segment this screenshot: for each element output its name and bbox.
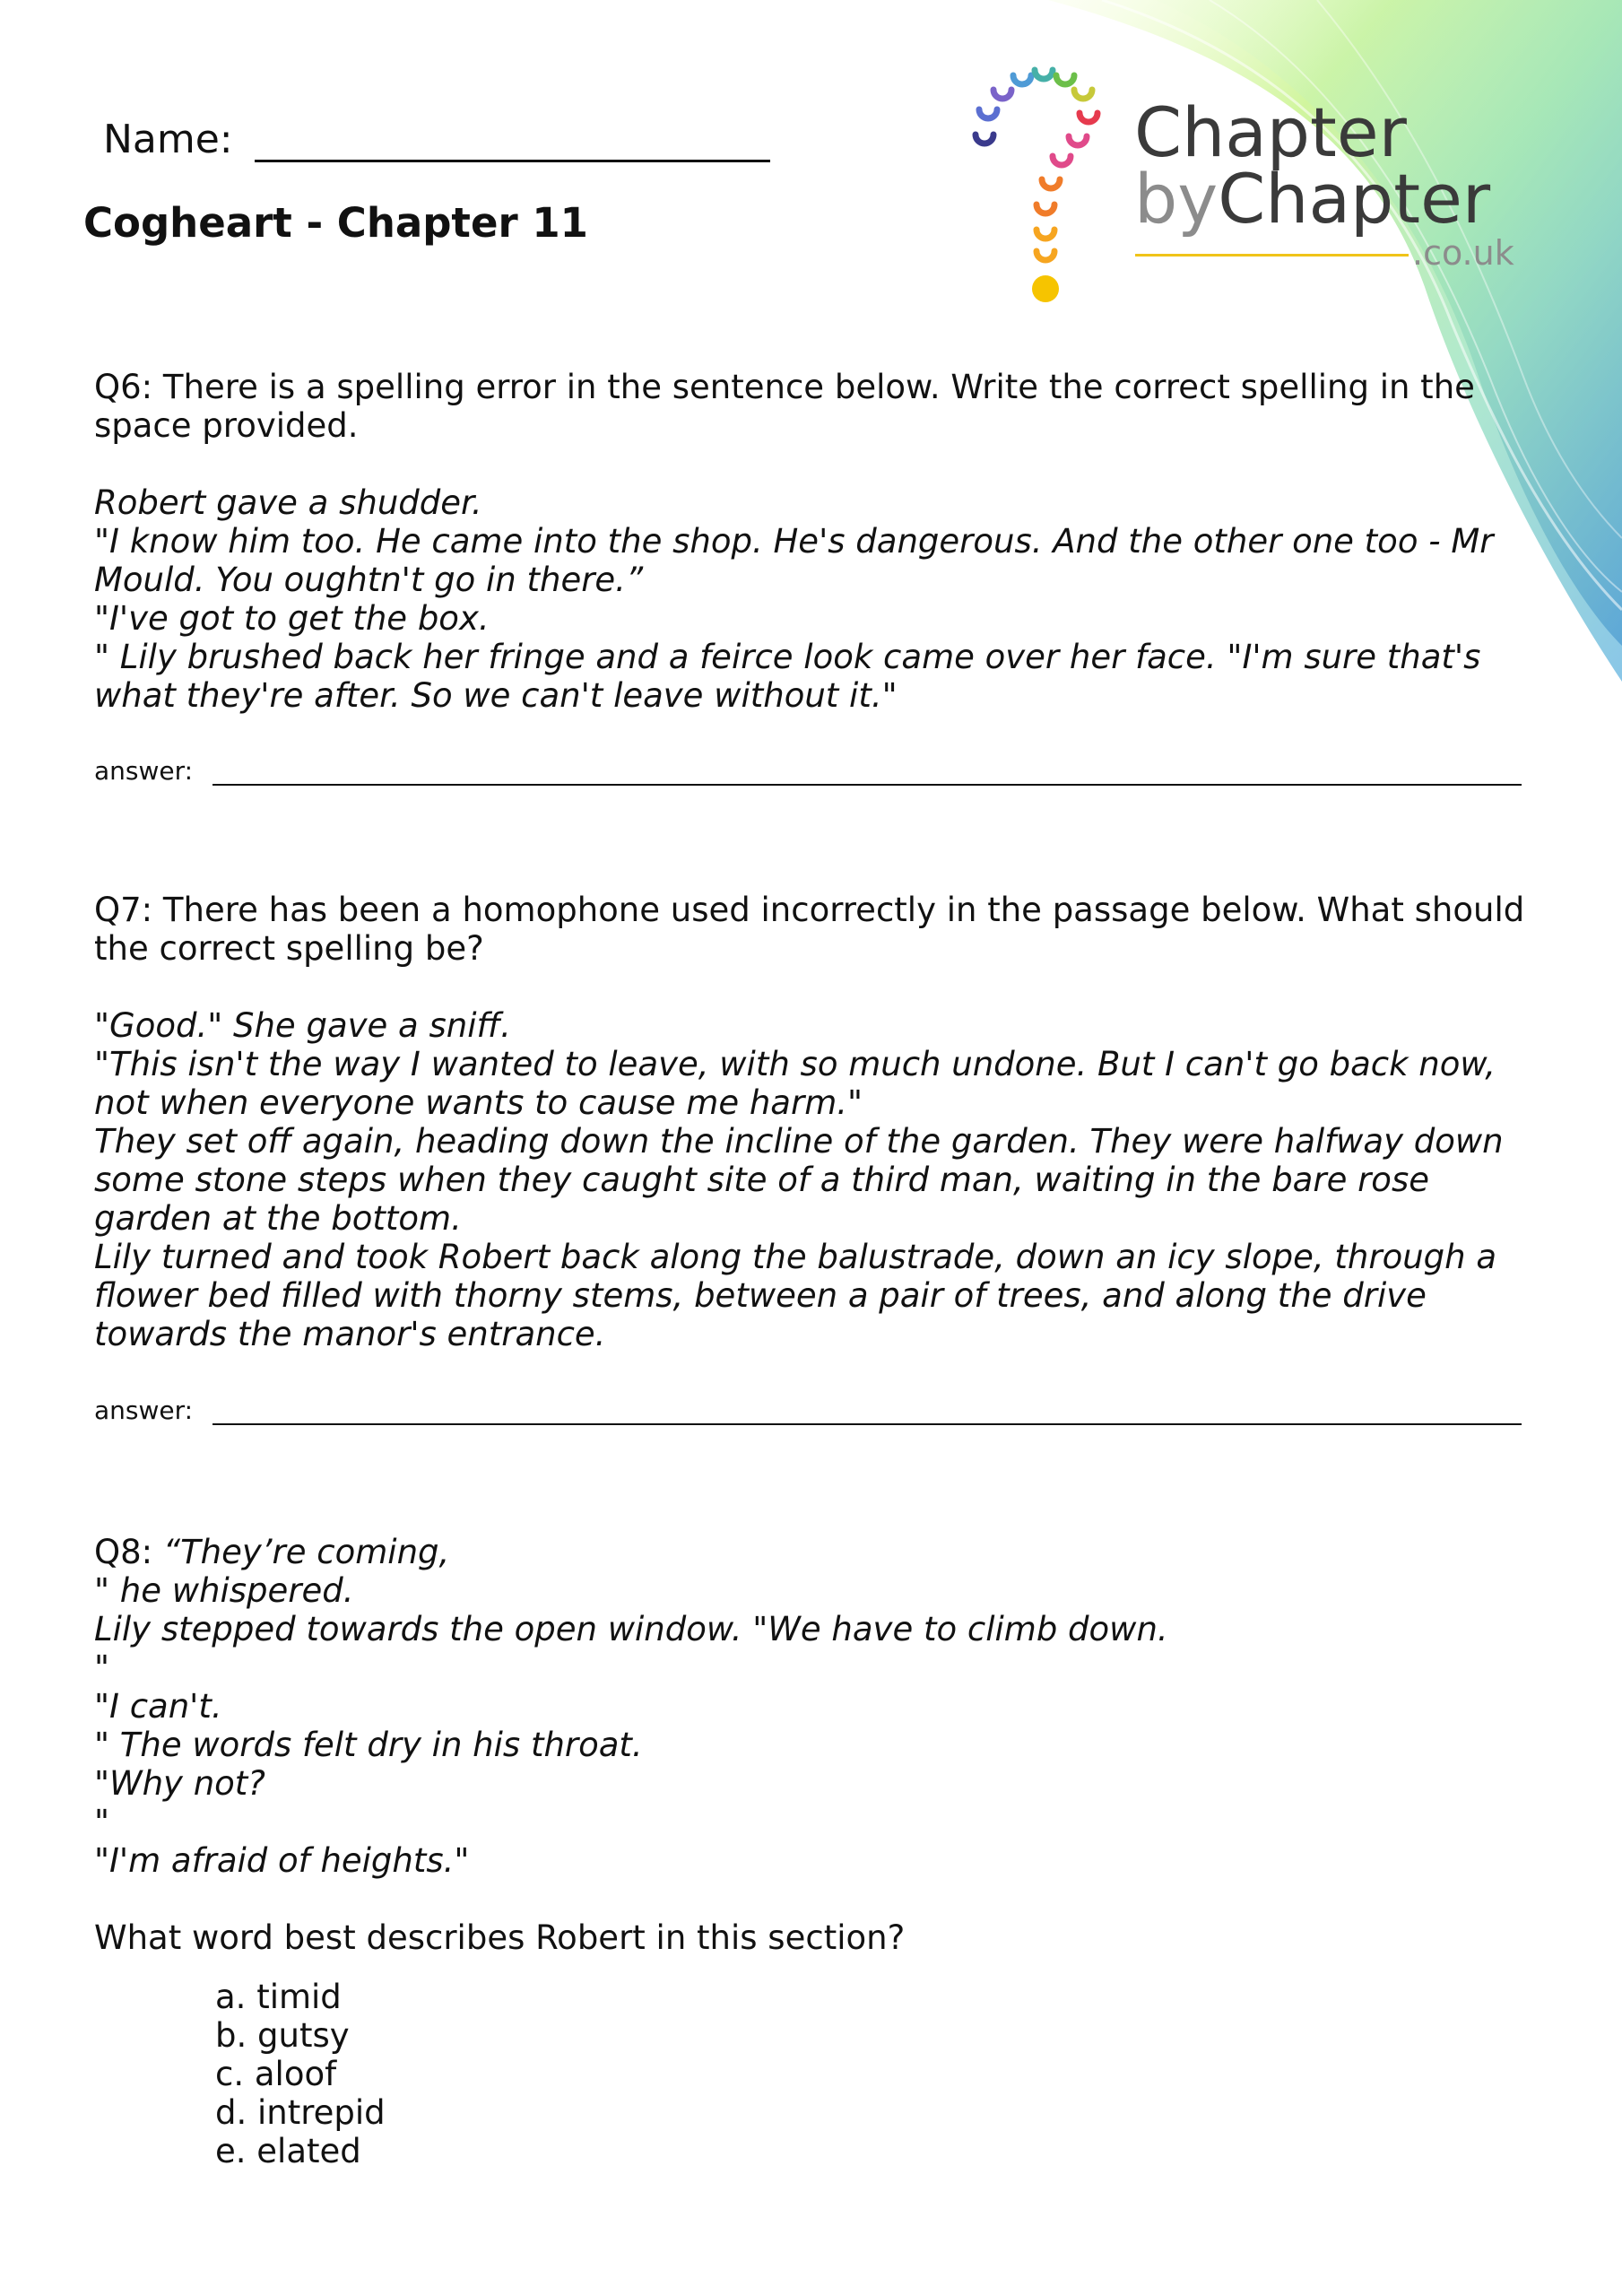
q6-passage: [94, 483, 1529, 715]
q6-prompt: Q6: There is a spelling error in the sentence below. Write the correct spelling in the space provided.: [94, 368, 1475, 445]
q8-options: [215, 1978, 386, 2170]
q8-passage-line: ": [94, 1803, 110, 1841]
q8-passage-line: "I can't.: [94, 1687, 222, 1726]
logo-text-chapter: Chapter: [1134, 92, 1407, 172]
q8-option[interactable]: e. elated: [215, 2132, 361, 2170]
q8-passage-line: "Why not?: [94, 1764, 265, 1803]
q8-passage-line: " The words felt dry in his throat.: [94, 1726, 643, 1764]
worksheet-title: Cogheart - Chapter 11: [83, 199, 588, 247]
name-field-line[interactable]: [255, 124, 770, 162]
q7-prompt: Q7: There has been a homophone used incorrectly in the passage below. What should the correct spelling be?: [94, 891, 1525, 968]
q8-passage-first-line: [94, 1533, 1529, 1571]
q7-passage-line: "This isn't the way I wanted to leave, with so much undone. But I can't go back now, not when everyone wants to cause me harm.": [94, 1045, 1496, 1122]
q6-answer-label: answer:: [94, 756, 194, 786]
book-question-mark-icon: [959, 54, 1139, 314]
q8-passage-line: ": [94, 1648, 110, 1687]
q8-option[interactable]: d. intrepid: [215, 2093, 386, 2132]
q7-passage-line: "Good." She gave a sniff.: [94, 1006, 511, 1045]
q7-answer-label: answer:: [94, 1396, 194, 1425]
chapter-by-chapter-logo: [959, 54, 1533, 314]
question-q7: [94, 891, 1529, 1353]
logo-underline: [1135, 254, 1409, 257]
q6-answer-row: [94, 756, 1522, 786]
logo-domain: .co.uk: [1412, 233, 1514, 273]
q8-passage-line: "I'm afraid of heights.": [94, 1841, 470, 1880]
q8-passage-line: “They’re coming,: [162, 1533, 450, 1571]
q8-passage-line: " he whispered.: [94, 1571, 354, 1610]
q6-passage-line: "I know him too. He came into the shop. He's dangerous. And the other one too - Mr Mould. You oughtn't go in there.”: [94, 522, 1494, 599]
q8-option[interactable]: b. gutsy: [215, 2016, 350, 2055]
q8-prefix: Q8:: [94, 1533, 153, 1571]
question-q6: [94, 368, 1529, 715]
q8-option[interactable]: a. timid: [215, 1978, 342, 2016]
q6-passage-line: "I've got to get the box.: [94, 599, 490, 638]
q7-passage-line: They set off again, heading down the incline of the garden. They were halfway down some stone steps when they caught site of a third man, waiting in the bare rose garden at the bottom.: [94, 1122, 1504, 1238]
q7-answer-row: [94, 1396, 1522, 1425]
q8-passage: [94, 1571, 1529, 1880]
q6-passage-line: Robert gave a shudder.: [94, 483, 482, 522]
name-row: [103, 117, 770, 162]
logo-text-by: by: [1134, 159, 1219, 239]
q7-passage: [94, 1006, 1529, 1353]
q6-answer-line[interactable]: [213, 757, 1522, 786]
q8-passage-line: Lily stepped towards the open window. "We have to climb down.: [94, 1610, 1168, 1648]
logo-text-bychapter: [1134, 159, 1491, 239]
q8-option[interactable]: c. aloof: [215, 2055, 337, 2093]
q6-passage-line: " Lily brushed back her fringe and a feirce look came over her face. "I'm sure that's what they're after. So we can't leave without it.": [94, 638, 1481, 715]
question-q8: [94, 1533, 1529, 1957]
logo-text-chapter-2: Chapter: [1218, 159, 1491, 239]
q7-passage-line: Lily turned and took Robert back along the balustrade, down an icy slope, through a flower bed filled with thorny stems, between a pair of trees, and along the drive towards the manor's entrance.: [94, 1238, 1497, 1353]
name-label: Name:: [103, 117, 233, 162]
q7-answer-line[interactable]: [213, 1396, 1522, 1425]
q8-question: What word best describes Robert in this section?: [94, 1918, 906, 1957]
